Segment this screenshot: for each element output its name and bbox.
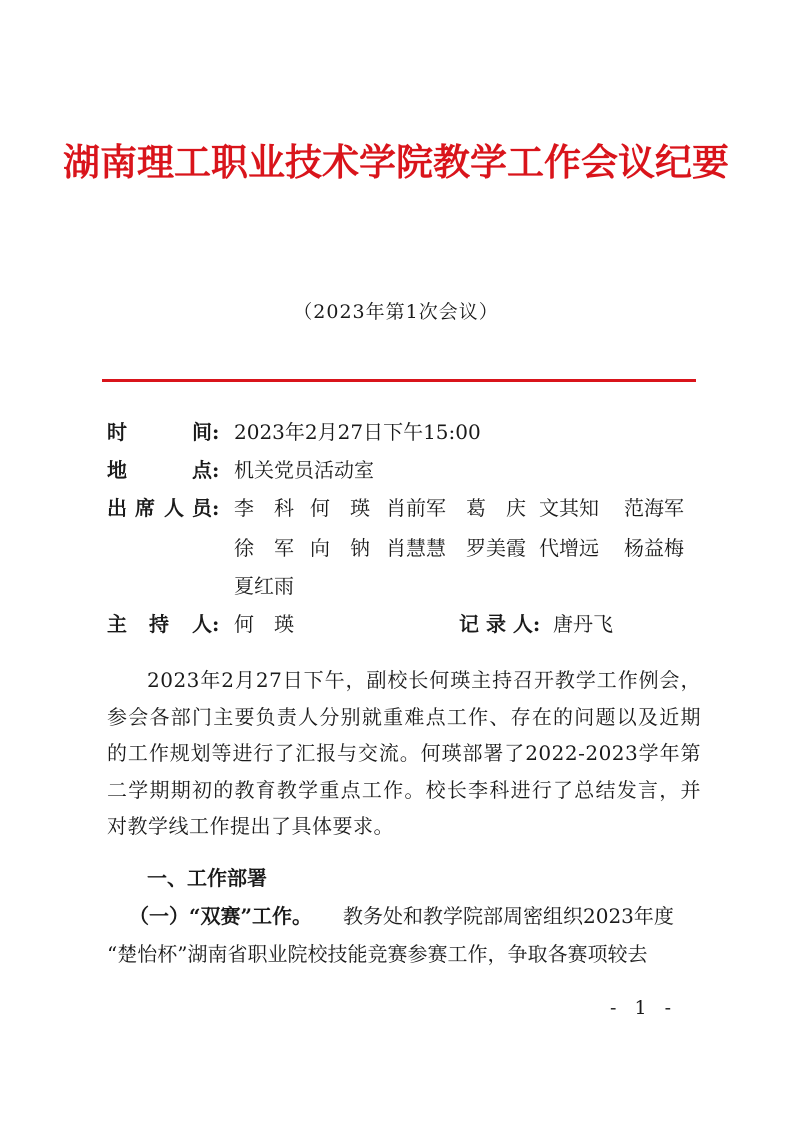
time-label-char: 时 [107,420,127,444]
time-value: 2023年2月27日下午15:00 [234,420,481,444]
attendees-label-char: 出 [107,496,127,520]
attendee-name: 代增远 [539,536,599,560]
attendee-name: 葛 庆 [466,496,526,520]
recorder-value: 唐丹飞 [553,612,613,636]
attendee-name: 范海军 [624,496,684,520]
attendee-name: 杨益梅 [624,536,684,560]
attendee-name: 肖前军 [386,496,446,520]
summary-paragraph: 2023年2月27日下午，副校长何瑛主持召开教学工作例会，参会各部门主要负责人分别就重难点工作、存在的问题以及近期的工作规划等进行了汇报与交流。何瑛部署了2022-2023学年第二学期期初的教育教学重点工作。校长李科进行了总结发言，并对教学线工作提出了具体要求。 [107,668,701,838]
attendees-label-char: 席 [135,496,155,520]
time-label-char: 间: [192,420,220,444]
attendee-name: 何 瑛 [310,496,370,520]
item-1-heading: （一）“双赛”工作。 [129,904,313,928]
place-label-char: 地 [107,458,127,482]
place-value: 机关党员活动室 [234,458,374,482]
host-value: 何 瑛 [234,612,294,636]
attendees-label-char: 人 [164,496,184,520]
page-number: - 1 - [610,997,678,1019]
red-divider [102,379,696,382]
attendee-name: 肖慧慧 [386,536,446,560]
host-label-char: 人: [192,612,220,636]
section-heading: 一、工作部署 [147,866,267,890]
attendee-name: 徐 军 [234,536,294,560]
attendees-label-char: 员: [192,496,220,520]
host-label-char: 持 [149,612,169,636]
item-1-text: 教务处和教学院部周密组织2023年度 [343,904,674,928]
document-title: 湖南理工职业技术学院教学工作会议纪要 [63,140,729,184]
attendee-name: 李 科 [234,496,294,520]
attendee-name: 罗美霞 [466,536,526,560]
meeting-number: （2023年第1次会议） [293,301,499,323]
item-1-text-continued: “楚怡杯”湖南省职业院校技能竞赛参赛工作，争取各赛项较去 [107,942,648,966]
place-label-char: 点: [192,458,220,482]
attendee-name: 夏红雨 [234,574,294,598]
attendee-name: 文其知 [539,496,599,520]
attendee-name: 向 钠 [310,536,370,560]
recorder-label: 记 录 人: [459,612,541,636]
host-label-char: 主 [107,612,127,636]
